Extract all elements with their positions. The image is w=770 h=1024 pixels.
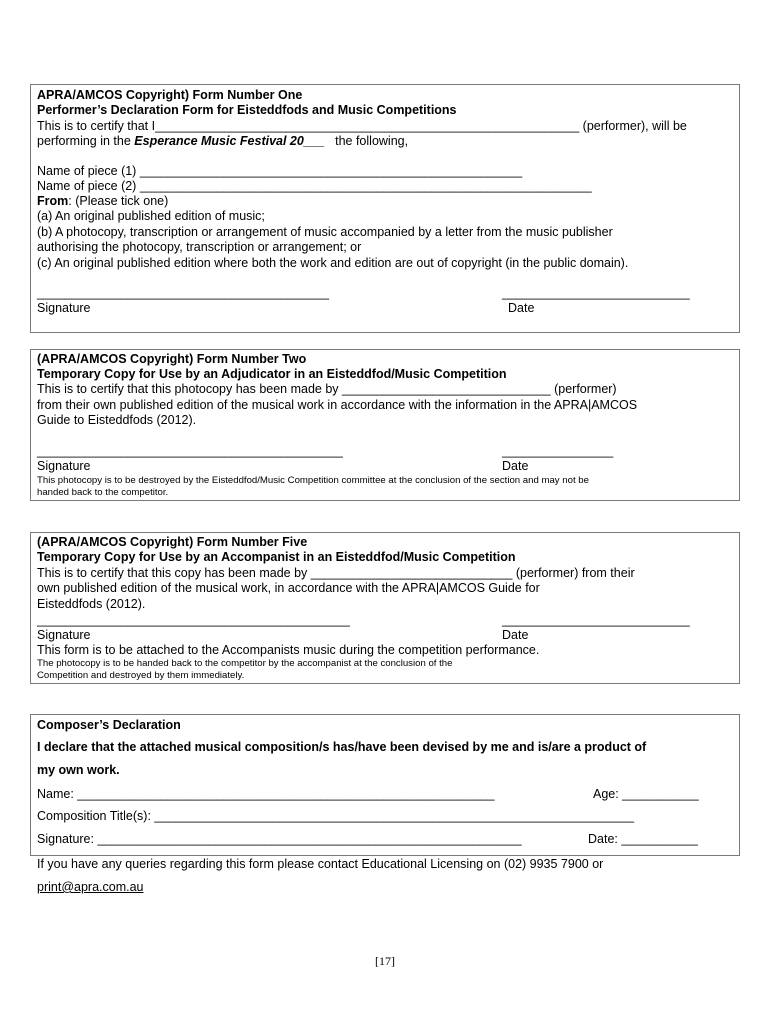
form-one-box [30,84,740,333]
certify-suffix: (performer) from their [515,566,635,580]
option-b-continued: authorising the photocopy, transcription or arrangement; or [37,240,362,254]
performing-suffix: the following, [335,134,409,148]
certify-prefix: This is to certify that I [37,119,156,133]
certify-prefix: This is to certify that this photocopy has been made by [37,382,339,396]
contact-text: If you have any queries regarding this form please contact Educational Licensing on (02) 9935 7900 or [37,857,604,871]
piece-two-field[interactable]: Name of piece (2) _________________________________________________________________ [37,179,592,193]
signature-line[interactable]: _____________________________________________ [37,613,350,627]
composer-declaration-text-continued: my own work. [37,763,120,777]
date-label: Date [502,459,529,473]
form-five-text-line3: Eisteddfods (2012). [37,597,146,611]
performer-name-blank[interactable]: ______________________________ [342,382,551,396]
option-b[interactable]: (b) A photocopy, transcription or arrangement of music accompanied by a letter from the music publisher [37,225,613,239]
composition-title-field[interactable]: Composition Title(s): _____________________________________________________________________ [37,809,635,823]
page-number: [17] [375,954,395,968]
form-two-text-line2: from their own published edition of the musical work in accordance with the information in the APRA|AMCOS [37,398,638,412]
piece-one-field[interactable]: Name of piece (1) _______________________________________________________ [37,164,523,178]
form-five-note-continued: Competition and destroyed by them immediately. [37,670,245,681]
certify-suffix: (performer) [554,382,617,396]
performer-name-blank[interactable]: _____________________________________________________________ [155,119,580,133]
composer-date-field[interactable]: Date: ___________ [588,832,698,846]
email-link[interactable]: print@apra.com.au [37,880,144,894]
form-five-heading: (APRA/AMCOS Copyright) Form Number Five [37,535,308,549]
signature-label: Signature [37,301,91,315]
form-two-note-continued: handed back to the competitor. [37,487,169,498]
form-five-note: The photocopy is to be handed back to the competitor by the accompanist at the conclusion of the [37,658,453,669]
option-a[interactable]: (a) An original published edition of music; [37,209,265,223]
date-label: Date [502,628,529,642]
composer-declaration-text: I declare that the attached musical composition/s has/have been devised by me and is/are a product of [37,740,647,754]
option-c[interactable]: (c) An original published edition where both the work and edition are out of copyright (in the public domain). [37,256,629,270]
from-instruction: : (Please tick one) [68,194,169,208]
composer-heading: Composer’s Declaration [37,718,181,732]
form-one-performing-line [37,134,408,149]
form-five-box [30,532,740,684]
form-five-text-line2: own published edition of the musical work, in accordance with the APRA|AMCOS Guide for [37,581,540,595]
from-line [37,194,168,209]
composer-age-field[interactable]: Age: ___________ [593,787,699,801]
form-two-certify-line [37,382,617,397]
form-two-text-line3: Guide to Eisteddfods (2012). [37,413,197,427]
signature-label: Signature [37,459,91,473]
form-two-heading: (APRA/AMCOS Copyright) Form Number Two [37,352,307,366]
performer-name-blank[interactable]: _____________________________ [310,566,513,580]
form-five-attach-note: This form is to be attached to the Accompanists music during the competition performance. [37,643,540,657]
form-one-subheading: Performer’s Declaration Form for Eisteddfods and Music Competitions [37,103,457,117]
form-one-certify-line [37,119,687,134]
date-line[interactable]: ___________________________ [502,286,690,300]
date-label: Date [508,301,535,315]
form-one-heading: APRA/AMCOS Copyright) Form Number One [37,88,303,102]
composer-signature-field[interactable]: Signature: _____________________________________________________________ [37,832,522,846]
certify-prefix: This is to certify that this copy has been made by [37,566,308,580]
form-two-note: This photocopy is to be destroyed by the Eisteddfod/Music Competition committee at the conclusion of the section and may not be [37,475,589,486]
composer-name-field[interactable]: Name: ____________________________________________________________ [37,787,495,801]
signature-label: Signature [37,628,91,642]
form-two-box [30,349,740,501]
date-line[interactable]: ________________ [502,444,614,458]
form-five-subheading: Temporary Copy for Use by an Accompanist in an Eisteddfod/Music Competition [37,550,516,564]
signature-line[interactable]: __________________________________________ [37,286,329,300]
composer-declaration-box [30,714,740,856]
festival-name: Esperance Music Festival 20___ [134,134,325,148]
signature-line[interactable]: ____________________________________________ [37,444,343,458]
form-five-certify-line [37,566,635,581]
performing-prefix: performing in the [37,134,131,148]
certify-suffix: (performer), will be [582,119,687,133]
date-line[interactable]: ___________________________ [502,613,690,627]
from-label: From [37,194,69,208]
form-two-subheading: Temporary Copy for Use by an Adjudicator in an Eisteddfod/Music Competition [37,367,507,381]
